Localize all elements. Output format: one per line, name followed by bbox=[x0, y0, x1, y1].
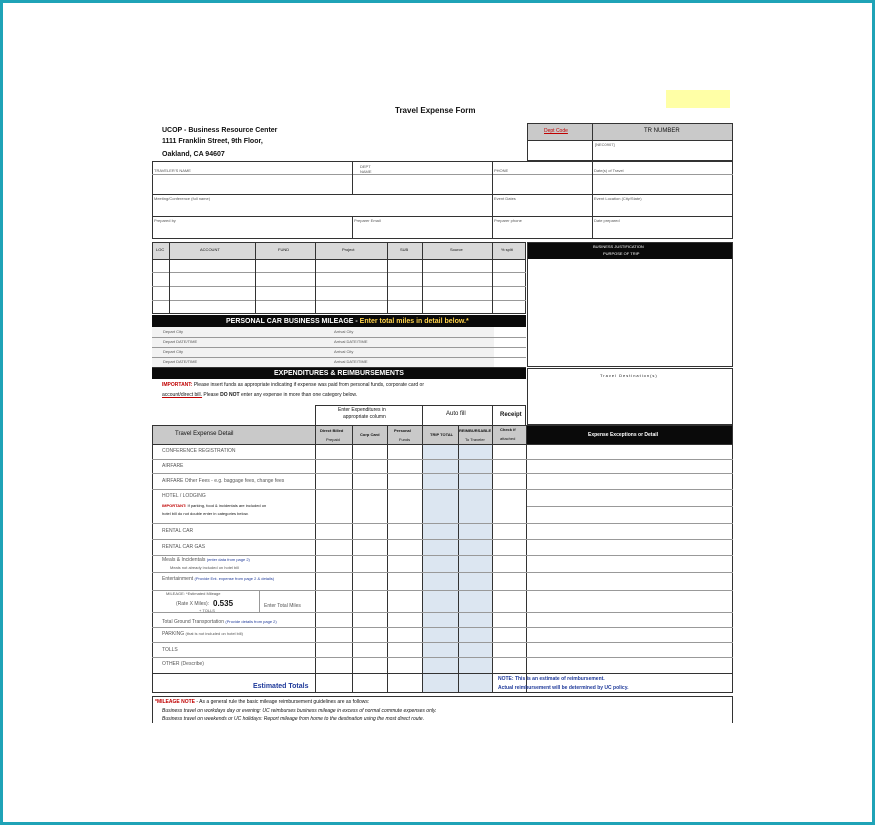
divider bbox=[152, 473, 733, 474]
tr-number-value[interactable]: [NEC0907] bbox=[595, 142, 615, 147]
col-direct-billed-sub: Prepaid bbox=[326, 437, 340, 442]
estimated-totals: Estimated Totals bbox=[253, 683, 309, 690]
divider bbox=[526, 425, 527, 693]
divider bbox=[422, 405, 423, 425]
tr-number-label: TR NUMBER bbox=[644, 128, 680, 134]
divider bbox=[152, 216, 733, 217]
important-text-3: Please bbox=[202, 392, 221, 398]
dept-name-label: DEPT NAME bbox=[360, 164, 372, 174]
justification-title: BUSINESS JUSTIFICATION bbox=[593, 244, 644, 249]
col-source: Source bbox=[450, 247, 463, 252]
rate-tolls: + TOLLS bbox=[199, 608, 215, 613]
row-mileage: MILEAGE: *Estimated Mileage bbox=[166, 591, 221, 596]
tr-box bbox=[527, 123, 733, 161]
col-check: Check if bbox=[500, 427, 516, 432]
divider bbox=[255, 242, 256, 314]
rate-label: (Rate X Miles): bbox=[176, 601, 210, 607]
dates-label: Date(s) of Travel bbox=[594, 168, 624, 173]
divider bbox=[152, 612, 733, 613]
divider bbox=[152, 286, 526, 287]
divider bbox=[527, 506, 733, 507]
arrival-city-2[interactable]: Arrival City bbox=[334, 349, 354, 354]
divider bbox=[422, 425, 423, 693]
divider bbox=[152, 444, 733, 445]
row-hotel: HOTEL / LODGING bbox=[162, 493, 206, 499]
col-direct-billed: Direct Billed bbox=[320, 428, 344, 433]
row-conference: CONFERENCE REGISTRATION bbox=[162, 448, 236, 454]
divider bbox=[152, 539, 733, 540]
preparer-phone-label[interactable]: Preparer phone bbox=[494, 218, 522, 223]
row-parking: PARKING bbox=[162, 631, 185, 637]
col-fund: FUND bbox=[278, 247, 290, 252]
exceptions-title: Expense Exceptions or Detail bbox=[588, 432, 659, 438]
arrival-city-1[interactable]: Arrival City bbox=[334, 329, 354, 334]
col-corp-card: Corp Card bbox=[360, 432, 380, 437]
hotel-important: IMPORTANT: bbox=[162, 503, 187, 508]
ground-note: (Provide details from page 2) bbox=[225, 619, 277, 624]
depart-datetime-1[interactable]: Depart DATE/TIME bbox=[163, 339, 198, 344]
important-text-2: account/direct bill. bbox=[162, 392, 203, 398]
traveler-name-field[interactable] bbox=[153, 175, 351, 193]
receipt-label: Receipt bbox=[500, 412, 522, 418]
divider bbox=[152, 627, 733, 628]
col-account: ACCOUNT bbox=[200, 247, 220, 252]
row-airfare-other: AIRFARE Other Fees - e.g. baggage fees, change fees bbox=[162, 478, 285, 484]
event-dates-label[interactable]: Event Dates bbox=[494, 196, 516, 201]
divider bbox=[152, 572, 733, 573]
meals-note: (enter data from page 2) bbox=[206, 557, 250, 562]
org-name: UCOP - Business Resource Center bbox=[162, 127, 278, 134]
auto-fill-label: Auto fill bbox=[446, 411, 466, 417]
expenditures-title: EXPENDITURES & REIMBURSEMENTS bbox=[274, 370, 404, 377]
row-entertainment: Entertainment bbox=[162, 576, 194, 582]
prepared-by-label[interactable]: Prepared by bbox=[154, 218, 176, 223]
enter-expenditures-label: Enter Expenditures in bbox=[338, 407, 386, 413]
col-personal: Personal bbox=[394, 428, 411, 433]
form-title: Travel Expense Form bbox=[395, 106, 476, 115]
divider bbox=[152, 523, 733, 524]
meals-sub: Meals not already included on hotel bill bbox=[170, 565, 239, 570]
row-tolls: TOLLS bbox=[162, 647, 178, 653]
account-table bbox=[152, 242, 526, 314]
expenditures-header bbox=[152, 368, 526, 379]
reimbursement-note-2: Actual reimbursement will be determined by UC policy. bbox=[498, 685, 629, 691]
enter-total-miles: Enter Total Miles bbox=[264, 603, 301, 609]
divider bbox=[152, 459, 733, 460]
org-city: Oakland, CA 94607 bbox=[162, 151, 225, 158]
depart-city-1[interactable]: Depart City bbox=[163, 329, 184, 334]
highlight-box bbox=[666, 90, 730, 108]
divider bbox=[352, 425, 353, 693]
row-ground: Total Ground Transportation bbox=[162, 619, 224, 625]
col-check-sub: attached bbox=[500, 436, 516, 441]
divider bbox=[152, 337, 526, 338]
divider bbox=[169, 242, 170, 314]
event-location-label[interactable]: Event Location (City/State) bbox=[594, 196, 642, 201]
row-rental-gas: RENTAL CAR GAS bbox=[162, 544, 206, 550]
divider bbox=[152, 673, 733, 674]
divider bbox=[527, 140, 733, 141]
important-text: Please insert funds as appropriate indicating if expense was paid from personal funds, corporate card or bbox=[192, 382, 424, 388]
col-personal-sub: Funds bbox=[399, 437, 411, 442]
divider bbox=[152, 357, 526, 358]
mileage-title: PERSONAL CAR BUSINESS MILEAGE - bbox=[226, 318, 360, 325]
parking-note: (that is not included on hotel bill) bbox=[185, 631, 243, 636]
arrival-datetime-1[interactable]: Arrival DATE/TIME bbox=[334, 339, 368, 344]
reimbursement-note-1: NOTE: This is an estimate of reimbursement. bbox=[498, 676, 605, 682]
rate-value: 0.535 bbox=[213, 599, 234, 608]
do-not-text: DO NOT bbox=[220, 392, 240, 398]
justification-box[interactable] bbox=[527, 242, 733, 367]
traveler-name-label: TRAVELER'S NAME bbox=[154, 168, 191, 173]
row-airfare: AIRFARE bbox=[162, 463, 184, 469]
divider bbox=[152, 642, 733, 643]
destinations-label: Travel Destination(s) bbox=[600, 373, 658, 378]
divider bbox=[152, 489, 733, 490]
divider bbox=[152, 194, 733, 195]
mileage-note: Enter total miles in detail below.* bbox=[359, 318, 469, 325]
divider bbox=[422, 242, 423, 314]
mileage-note-text: - As a general rule the basic mileage reimbursement guidelines are as follows: bbox=[195, 699, 370, 705]
col-reimbursable-sub: To Traveler bbox=[465, 437, 485, 442]
divider bbox=[387, 425, 388, 693]
divider bbox=[152, 300, 526, 301]
divider bbox=[492, 242, 493, 314]
mileage-note-line-2: Business travel on weekends or UC holidays: Report mileage from home to the destination using the most direct route. bbox=[162, 716, 425, 722]
hotel-note-2: hotel bill do not double enter in categories below. bbox=[162, 511, 249, 516]
depart-datetime-2[interactable]: Depart DATE/TIME bbox=[163, 359, 198, 364]
divider bbox=[458, 425, 459, 693]
divider bbox=[152, 555, 733, 556]
divider bbox=[492, 161, 493, 239]
phone-field[interactable] bbox=[493, 175, 591, 193]
info-grid bbox=[152, 161, 733, 239]
col-reimbursable: REIMBURSABLE bbox=[459, 428, 492, 433]
divider bbox=[315, 425, 316, 693]
row-rental-car: RENTAL CAR bbox=[162, 528, 194, 534]
divider bbox=[387, 242, 388, 314]
col-project: Project bbox=[342, 247, 355, 252]
divider bbox=[152, 272, 526, 273]
divider bbox=[492, 425, 493, 693]
divider bbox=[492, 405, 493, 425]
mileage-note-line-1: Business travel on workdays day or evening: UC reimburses business mileage in excess of normal commute expenses only. bbox=[162, 708, 437, 714]
divider bbox=[315, 242, 316, 314]
dept-name-field[interactable] bbox=[353, 175, 491, 193]
depart-city-2[interactable]: Depart City bbox=[163, 349, 184, 354]
divider bbox=[152, 259, 526, 260]
divider bbox=[592, 123, 593, 161]
divider bbox=[152, 590, 733, 591]
col-loc: LOC bbox=[156, 247, 165, 252]
divider bbox=[592, 161, 593, 239]
important-text-4: enter any expense in more than one category below. bbox=[239, 392, 358, 398]
preparer-email-label[interactable]: Preparer Email bbox=[354, 218, 381, 223]
col-sub: SUB bbox=[400, 247, 409, 252]
org-street: 1111 Franklin Street, 9th Floor, bbox=[162, 138, 263, 145]
important-label: IMPORTANT: bbox=[162, 382, 193, 388]
dept-code-label: Dept Code bbox=[544, 128, 568, 134]
dates-field[interactable] bbox=[593, 175, 732, 193]
mileage-header bbox=[152, 315, 526, 327]
date-prepared-label[interactable]: Date prepared bbox=[594, 218, 620, 223]
row-meals: Meals & Incidentals bbox=[162, 557, 206, 563]
hotel-note-1: If parking, food & incidentals are included on bbox=[186, 503, 267, 508]
appropriate-column-label: appropriate column bbox=[343, 414, 386, 420]
detail-title: Travel Expense Detail bbox=[175, 431, 234, 437]
col-trip-total: TRIP TOTAL bbox=[430, 432, 454, 437]
purpose-title: PURPOSE OF TRIP bbox=[603, 251, 640, 256]
divider bbox=[352, 216, 353, 239]
meeting-label[interactable]: Meeting/Conference (full name) bbox=[154, 196, 211, 201]
mileage-note-label: *MILEAGE NOTE bbox=[155, 699, 196, 705]
arrival-datetime-2[interactable]: Arrival DATE/TIME bbox=[334, 359, 368, 364]
row-other: OTHER (Describe) bbox=[162, 661, 204, 667]
col-split: % split bbox=[501, 247, 513, 252]
entertainment-note: (Provide Ent. expense from page 2 & details) bbox=[194, 576, 275, 581]
phone-label: PHONE bbox=[494, 168, 509, 173]
divider bbox=[152, 347, 526, 348]
divider bbox=[152, 657, 733, 658]
